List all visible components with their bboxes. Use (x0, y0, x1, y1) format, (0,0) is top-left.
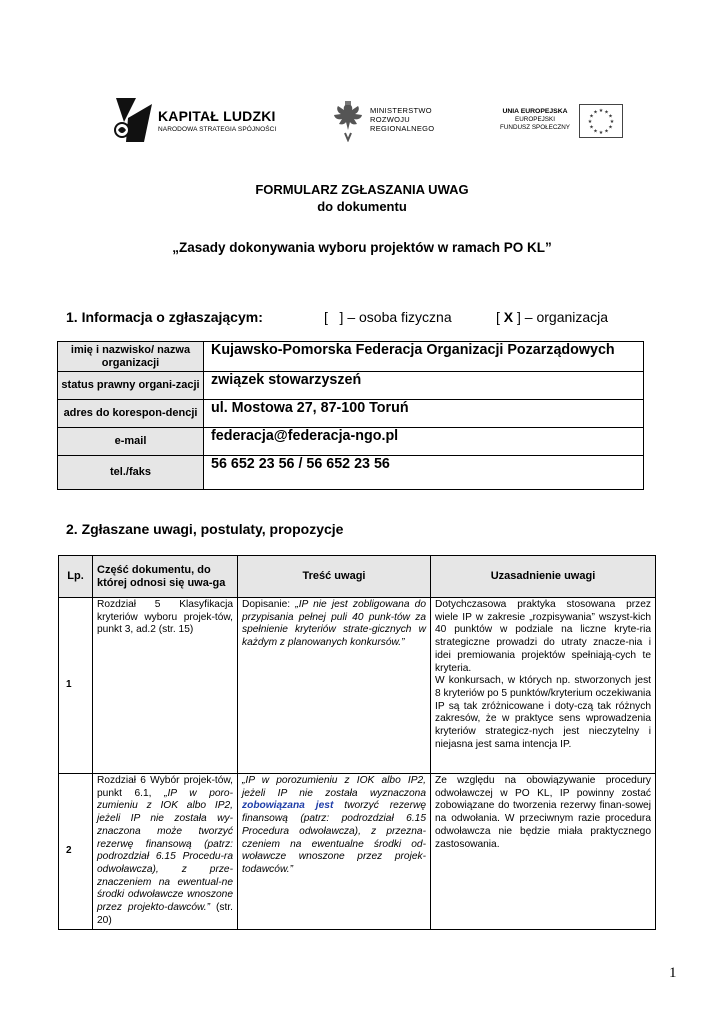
svg-text:★: ★ (593, 128, 598, 135)
info-value-phone: 56 652 23 56 / 56 652 23 56 (204, 456, 644, 490)
eu-flag-icon (579, 104, 623, 138)
info-row-email (58, 428, 644, 456)
svg-text:★: ★ (608, 124, 613, 131)
svg-text:★: ★ (604, 109, 609, 116)
kapital-ludzki-title: KAPITAŁ LUDZKI (158, 108, 276, 124)
ministry-line2: ROZWOJU (370, 115, 411, 124)
row-number: 2 (59, 774, 93, 930)
option-organization (496, 309, 608, 325)
row-part-tail: (str. 20) (97, 902, 233, 926)
eu-line2: EUROPEJSKI (515, 116, 555, 123)
kapital-ludzki-subtitle: NARODOWA STRATEGIA SPÓJNOŚCI (158, 126, 277, 133)
info-label-address: adres do korespon-dencji (58, 400, 204, 428)
page-number: 1 (669, 965, 677, 981)
info-value-address: ul. Mostowa 27, 87-100 Toruń (204, 400, 644, 428)
table-row (59, 598, 656, 774)
col-lp-header: Lp. (59, 556, 93, 598)
info-value-email: federacja@federacja-ngo.pl (204, 428, 644, 456)
option-organization-open: [ (496, 309, 504, 325)
info-label-phone: tel./faks (58, 456, 204, 490)
info-value-name: Kujawsko-Pomorska Federacja Organizacji Pozarządowych (204, 342, 644, 372)
row-reason (431, 598, 656, 774)
row-number: 1 (59, 598, 93, 774)
col-reason-header: Uzasadnienie uwagi (431, 556, 656, 598)
remarks-header-row (59, 556, 656, 598)
section1-heading: 1. Informacja o zgłaszającym: (66, 309, 263, 325)
eu-logo (493, 104, 627, 140)
row-content (238, 598, 431, 774)
row-content-a: „IP w porozumieniu z IOK albo IP2, jeżeli IP nie została wyznaczona (242, 775, 426, 799)
row-content-highlight: zobowiązana jest (242, 800, 334, 812)
row-content (238, 774, 431, 930)
col-part-header: Część dokumentu, do której odnosi się uwa-ga (93, 556, 238, 598)
option-organization-mark: X (503, 309, 514, 325)
info-row-address (58, 400, 644, 428)
row-content-quote: „IP nie jest zobligowana do przypisania pełnej puli 40 punk-tów za spełnienie kryteriów strate-gicznych w każdym z planowanych konkursów.” (242, 599, 426, 649)
form-title-sub: do dokumentu (317, 199, 407, 214)
info-label-status: status prawny organi-zacji (58, 372, 204, 400)
submitter-info-table (57, 341, 644, 490)
eu-line1: UNIA EUROPEJSKA (502, 108, 568, 115)
eu-line3: FUNDUSZ SPOŁECZNY (500, 124, 570, 131)
svg-text:★: ★ (598, 130, 604, 136)
kapital-ludzki-logo (110, 96, 290, 146)
row-part-plain: Rozdział 6 Wybór projek-tów, punkt 6.1, (97, 775, 233, 799)
svg-text:★: ★ (608, 113, 613, 120)
svg-text:★: ★ (598, 108, 604, 114)
info-label-email: e-mail (58, 428, 204, 456)
eu-name (493, 108, 577, 132)
info-label-name: imię i nazwisko/ nazwa organizacji (58, 342, 204, 372)
svg-text:★: ★ (604, 128, 609, 135)
row-part-quote: „IP w poro-zumieniu z IOK albo IP2, jeżeli IP nie została wy-znaczona może tworzyć rezerwę finansową (patrz: podrozdział 6.15 Procedu-ra odwoławcza), z prze-znaczeniem na ewentual-ne środki odwoławcze wnoszone przez projekto-dawców.” (97, 787, 233, 914)
document-subject: „Zasady dokonywania wyboru projektów w ramach PO KL” (172, 240, 552, 255)
kapital-ludzki-emblem-icon (110, 96, 154, 146)
svg-text:★: ★ (609, 119, 615, 125)
ministry-line3: REGIONALNEGO (370, 124, 435, 133)
form-title: FORMULARZ ZGŁASZANIA UWAG (255, 182, 469, 197)
col-content-header: Treść uwagi (238, 556, 431, 598)
svg-text:★: ★ (587, 119, 593, 125)
row-content-b: tworzyć rezerwę finansową (patrz: podrozdział 6.15 Procedura odwoławcza), z przezna-czeniem na ewentualne środki od-woławcze wnoszone przez projek-todawców.” (242, 800, 427, 875)
remarks-table (58, 555, 656, 930)
row-part: Rozdział 5 Klasyfikacja kryteriów wyboru projek-tów, punkt 3, ad.2 (str. 15) (93, 598, 238, 774)
row-reason: Ze względu na obowiązywanie procedury odwoławczej w PO KL, IP powinny zostać zobowiązane do tworzenia rezerwy finan-sowej na odwołania. W przeciwnym razie procedura odwoławcza nie będzie miała praktycznego zastosowania. (431, 774, 656, 930)
ministry-name (370, 106, 434, 133)
info-value-status: związek stowarzyszeń (204, 372, 644, 400)
row-part (93, 774, 238, 930)
option-organization-close: ] – organizacja (513, 309, 609, 325)
table-row (59, 774, 656, 930)
info-row-status (58, 372, 644, 400)
svg-text:★: ★ (593, 109, 598, 116)
svg-text:★: ★ (589, 124, 594, 131)
row-reason-p1: Dotychczasowa praktyka stosowana przez wiele IP w zakresie „rozpisywania” wszyst-kich 40 punktów w podziale na liczne kryte-ria strategiczne prowadzi do utraty znacze-nia i idei premiowania projektów spełniają-cych te kryteria. (435, 599, 651, 674)
row-content-intro: Dopisanie: (242, 599, 296, 610)
svg-text:★: ★ (589, 113, 594, 120)
info-row-phone (58, 456, 644, 490)
option-person: [ ] – osoba fizyczna (324, 309, 452, 325)
row-reason-p2: W konkursach, w których np. stworzonych jest 8 kryteriów po 5 punktów/kryterium oczekiwania IP są tak zróżnicowane i doty-czą tak różnych zakresów, że w praktyce sens wprowadzenia kryteriów strategicz-nych jest nieczytelny i niejasna jest sama intencja IP. (435, 675, 651, 750)
section2-heading: 2. Zgłaszane uwagi, postulaty, propozycje (66, 521, 344, 537)
ministry-logo (330, 98, 450, 144)
info-row-name (58, 342, 644, 372)
polish-eagle-icon (330, 100, 366, 142)
ministry-line1: MINISTERSTWO (370, 106, 432, 115)
